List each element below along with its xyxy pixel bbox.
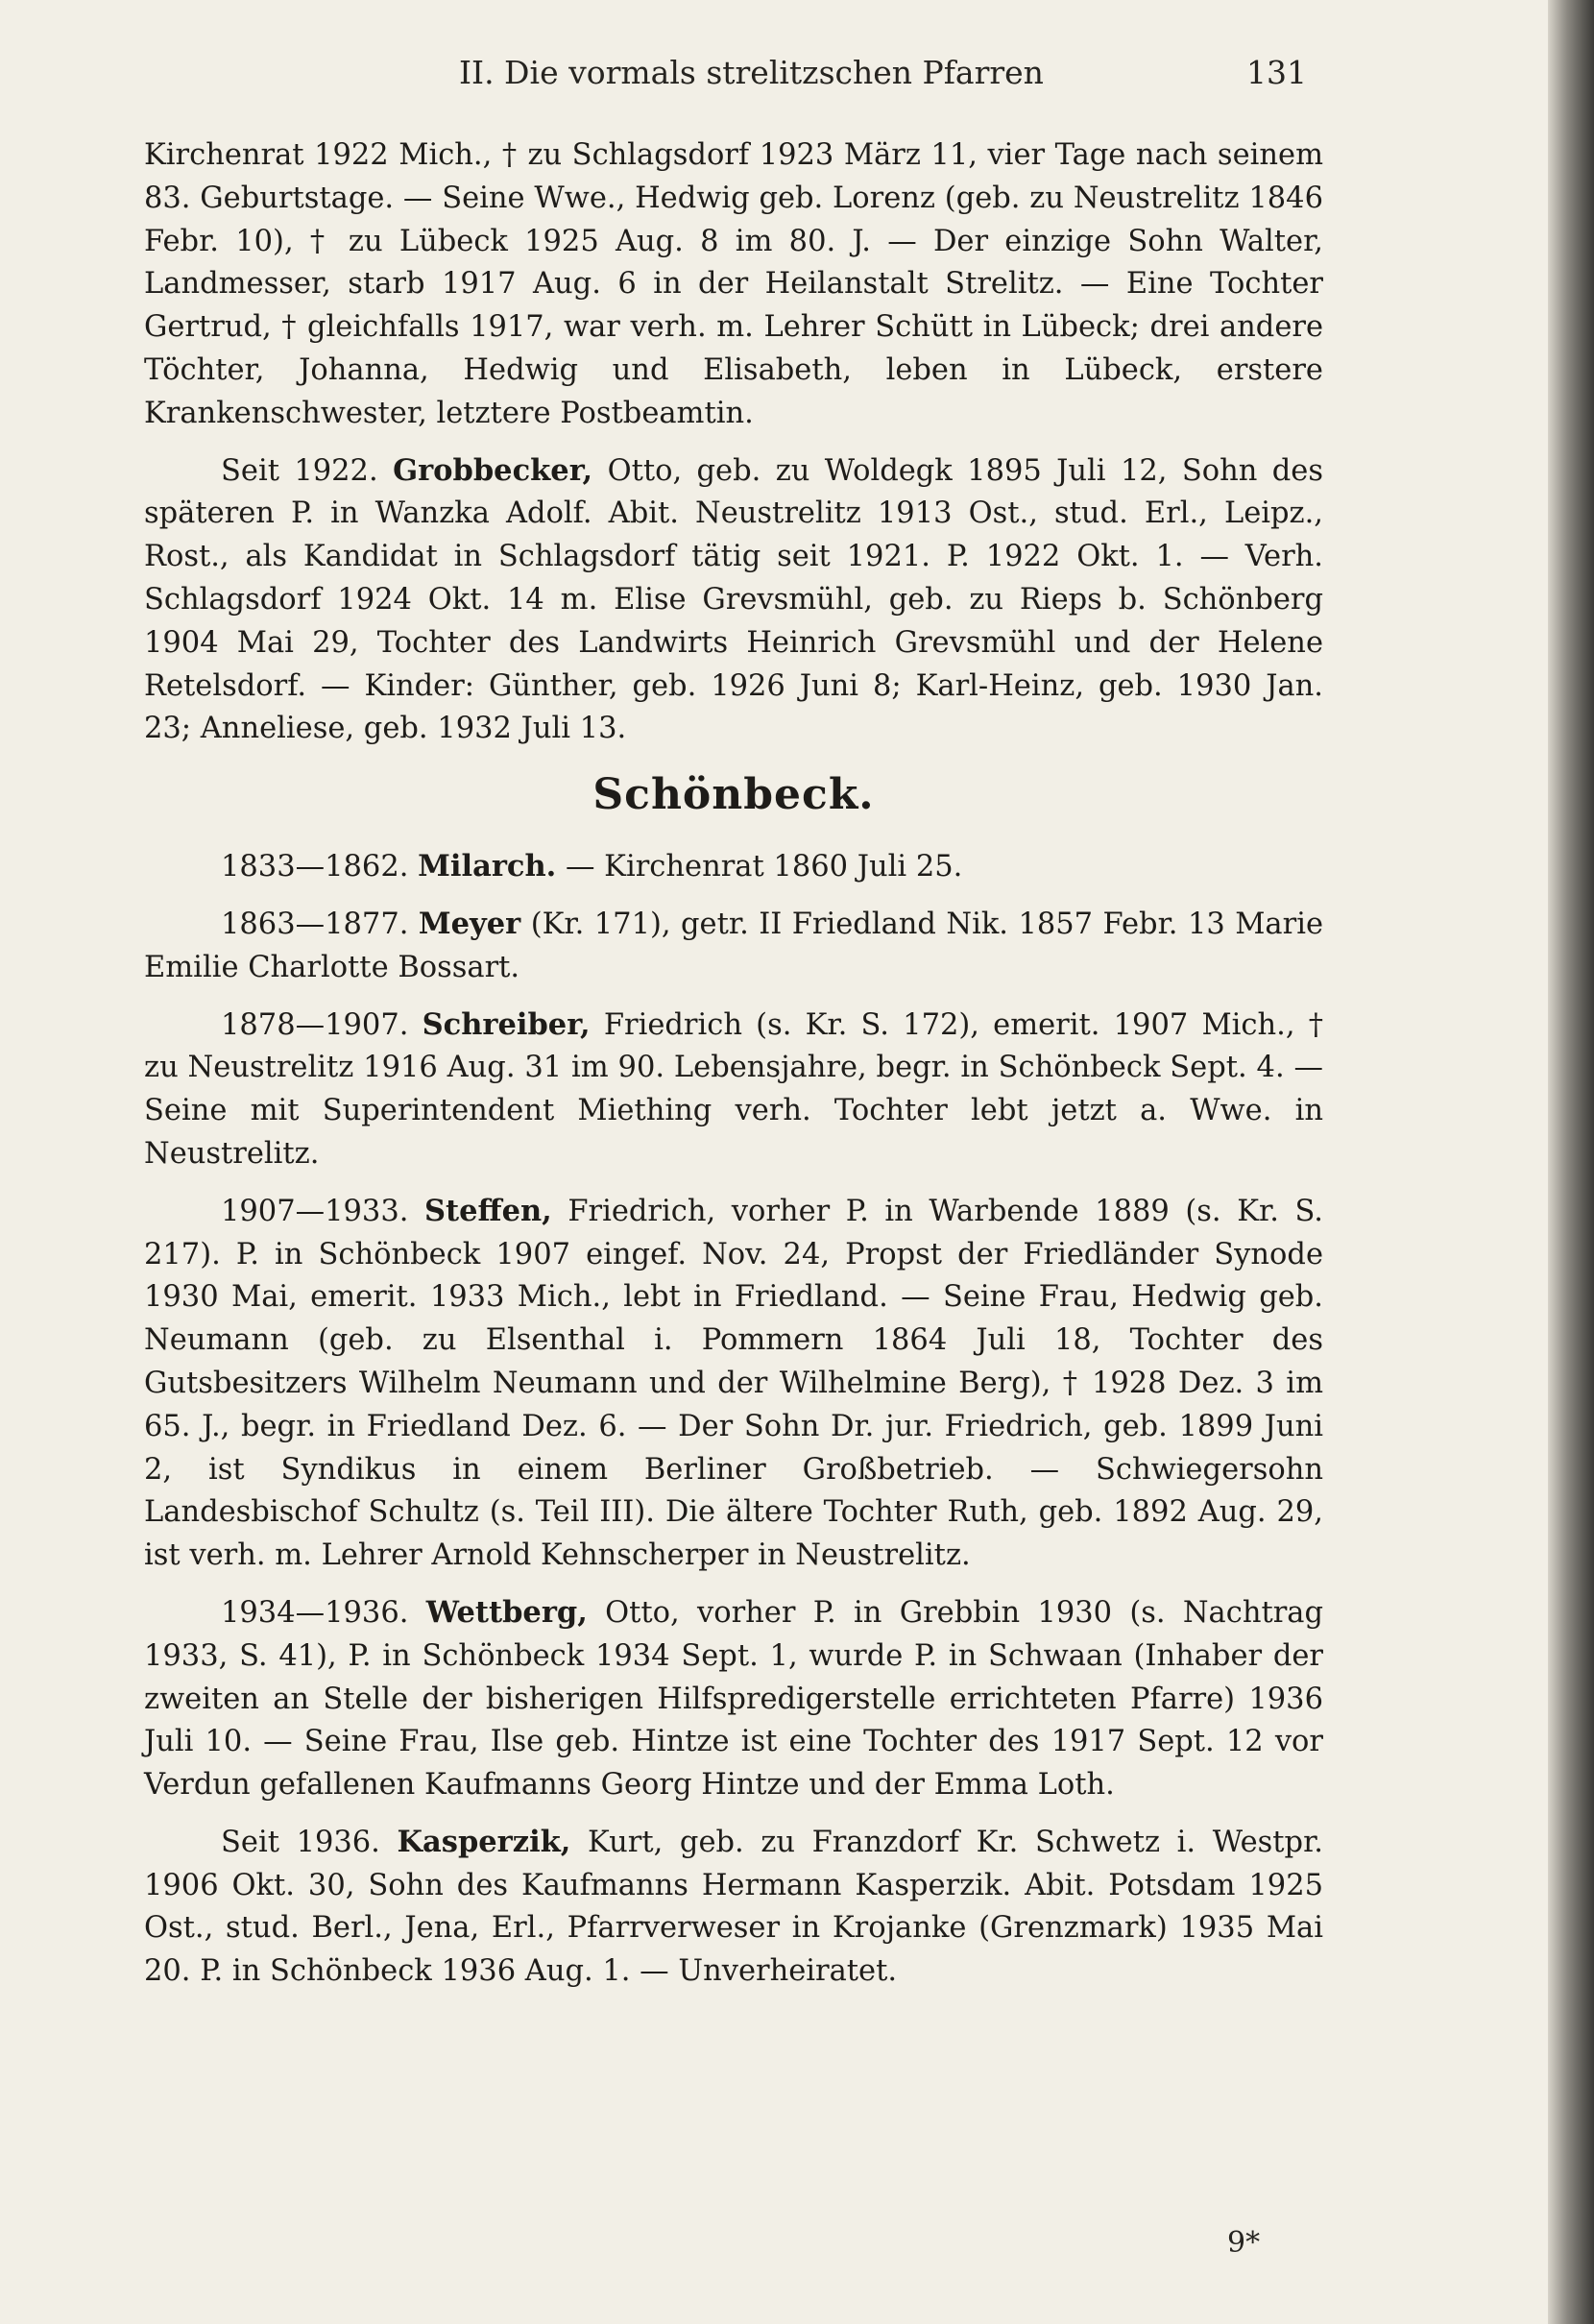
entry-text: Otto, vorher P. in Grebbin 1930 (s. Nachtrag 1933, S. 41), P. in Schönbeck 1934 Sept. 1, wurde P. in Schwaan (Inhaber der zweiten an Stelle der bisherigen Hilfspredigerstelle errichteten Pfarre) 1936 Juli 10. — Seine Frau, Ilse geb. Hintze ist eine Tochter des 1917 Sept. 12 vor Verdun gefallenen Kaufmanns Georg Hintze und der Emma Loth. — [144, 1595, 1324, 1803]
running-header — [0, 50, 1548, 98]
entry-years: 1833—1862. — [221, 850, 409, 884]
entry-name: Milarch. — [418, 849, 557, 884]
intro-paragraph: Kirchenrat 1922 Mich., † zu Schlagsdorf 1923 März 11, vier Tage nach seinem 83. Geburtstage. — Seine Wwe., Hedwig geb. Lorenz (geb. zu Neustrelitz 1846 Febr. 10), † zu Lübeck 1925 Aug. 8 im 80. J. — Der einzige Sohn Walter, Landmesser, starb 1917 Aug. 6 in der Heilanstalt Strelitz. — Eine Tochter Gertrud, † gleichfalls 1917, war verh. m. Lehrer Schütt in Lübeck; drei andere Töchter, Johanna, Hedwig und Elisabeth, leben in Lübeck, erstere Krankenschwester, letztere Postbeamtin. — [144, 138, 1323, 430]
entry-text: Kurt, geb. zu Franzdorf Kr. Schwetz i. Westpr. 1906 Okt. 30, Sohn des Kaufmanns Hermann Kasperzik. Abit. Potsdam 1925 Ost., stud. Berl., Jena, Erl., Pfarrverweser in Krojanke (Grenzmark) 1935 Mai 20. P. in Schönbeck 1936 Aug. 1. — Unverheiratet. — [144, 1825, 1323, 1989]
entry-milarch — [144, 845, 1323, 889]
entry-text: (Kr. 171), getr. II Friedland Nik. 1857 Febr. 13 Marie Emilie Charlotte Bossart. — [144, 907, 1323, 984]
entry-years: 1907—1933. — [221, 1194, 409, 1228]
entry-name: Schreiber, — [422, 1006, 591, 1042]
signature-mark: 9* — [1227, 2226, 1261, 2260]
entry-years: 1863—1877. — [221, 907, 409, 941]
entry-wettberg — [144, 1591, 1323, 1807]
entry-steffen — [144, 1190, 1323, 1578]
entry-years: Seit 1922. — [221, 453, 378, 488]
entry-meyer — [144, 903, 1323, 990]
entry-name: Steffen, — [424, 1193, 552, 1228]
entry-name: Grobbecker, — [393, 452, 593, 488]
entry-years: 1934—1936. — [221, 1595, 409, 1630]
entry-text: Otto, geb. zu Woldegk 1895 Juli 12, Sohn des späteren P. in Wanzka Adolf. Abit. Neustrelitz 1913 Ost., stud. Erl., Leipz., Rost., als Kandidat in Schlagsdorf tätig seit 1921. P. 1922 Okt. 1. — Verh. Schlagsdorf 1924 Okt. 14 m. Elise Grevsmühl, geb. zu Rieps b. Schönberg 1904 Mai 29, Tochter des Landwirts Heinrich Grevsmühl und der Helene Retelsdorf. — Kinder: Günther, geb. 1926 Juni 8; Karl-Heinz, geb. 1930 Jan. 23; Anneliese, geb. 1932 Juli 13. — [144, 453, 1323, 746]
entry-years: 1878—1907. — [221, 1007, 409, 1042]
entry-name: Wettberg, — [425, 1594, 588, 1630]
section-heading: Schönbeck. — [592, 770, 875, 820]
entry-kasperzik — [144, 1821, 1323, 1994]
entry-schreiber — [144, 1004, 1323, 1176]
entry-text: — Kirchenrat 1860 Juli 25. — [565, 850, 963, 884]
page-body — [144, 134, 1323, 2007]
entry-grobbecker — [144, 449, 1323, 752]
running-title: II. Die vormals strelitzschen Pfarren — [459, 54, 1044, 91]
entry-text: Friedrich, vorher P. in Warbende 1889 (s. Kr. S. 217). P. in Schönbeck 1907 eingef. Nov. 24, Propst der Friedländer Synode 1930 Mai, emerit. 1933 Mich., lebt in Friedland. — Seine Frau, Hedwig geb. Neumann (geb. zu Elsenthal i. Pommern 1864 Juli 18, Tochter des Gutsbesitzers Wilhelm Neumann und der Wilhelmine Berg), † 1928 Dez. 3 im 65. J., begr. in Friedland Dez. 6. — Der Sohn Dr. jur. Friedrich, geb. 1899 Juni 2, ist Syndikus in einem Berliner Großbetrieb. — Schwiegersohn Landesbischof Schultz (s. Teil III). Die ältere Tochter Ruth, geb. 1892 Aug. 29, ist verh. m. Lehrer Arnold Kehnscherper in Neustrelitz. — [144, 1194, 1323, 1573]
entry-text: Friedrich (s. Kr. S. 172), emerit. 1907 Mich., † zu Neustrelitz 1916 Aug. 31 im 90. Lebensjahre, begr. in Schönbeck Sept. 4. — Seine mit Superintendent Miething verh. Tochter lebt jetzt a. Wwe. in Neustrelitz. — [144, 1007, 1323, 1171]
page-number: 131 — [1246, 54, 1307, 91]
entry-years: Seit 1936. — [221, 1825, 380, 1859]
entry-name: Kasperzik, — [397, 1824, 571, 1859]
entry-name: Meyer — [418, 906, 521, 941]
book-binding-edge — [1548, 0, 1594, 2324]
